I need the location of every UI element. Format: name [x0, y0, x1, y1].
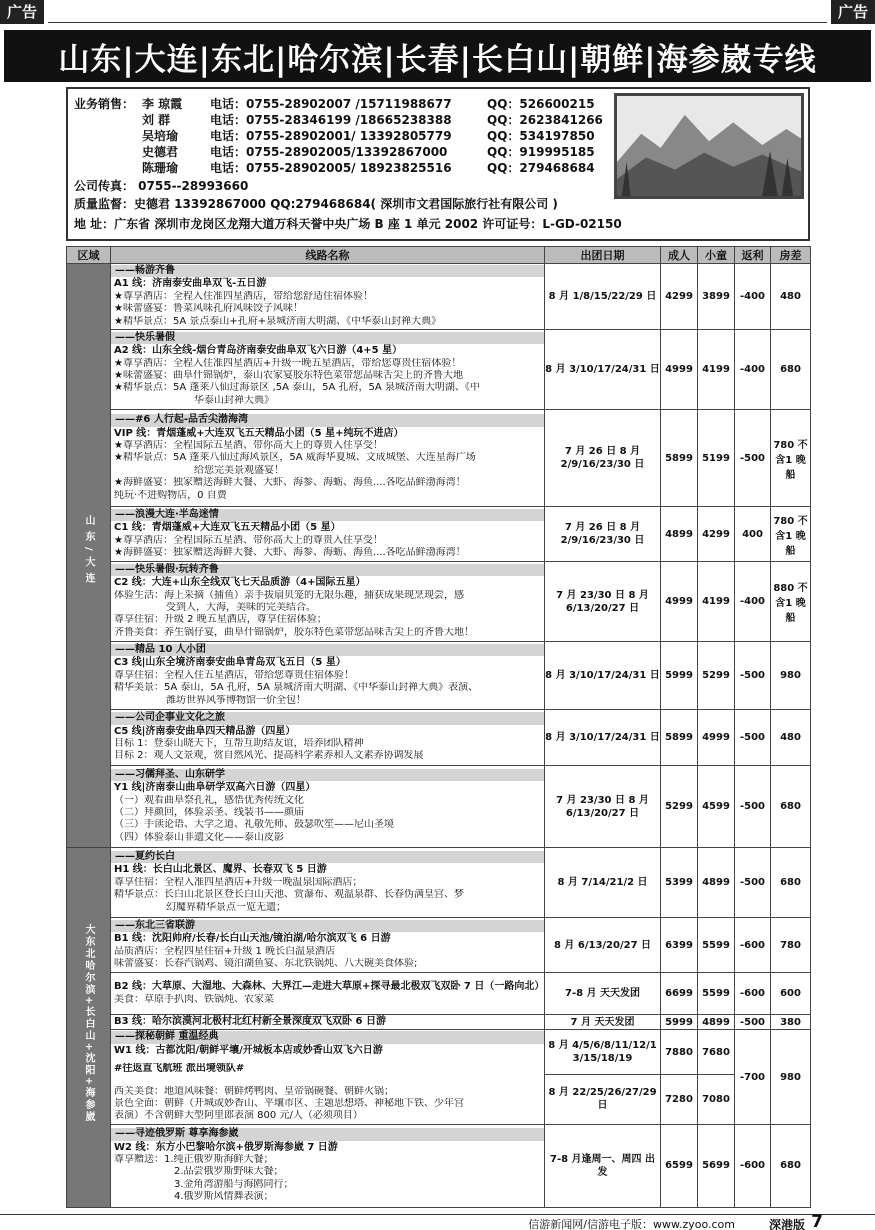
child-price: 4899	[698, 848, 735, 918]
child-price: 5599	[698, 973, 735, 1015]
col-header-rebate: 返利	[735, 247, 771, 264]
page-number: 7	[811, 1212, 823, 1230]
route-detail: 齐鲁美食：养生锅仔宴，曲阜什锦锅炉，胶东特色菜带您品味舌尖上的齐鲁大地！	[114, 626, 474, 638]
route-detail: ★海鲜盛宴：独家赠送海鲜大餐、大虾、海参、海蛎、海鱼....各吃品鲜渤海湾！	[114, 477, 466, 489]
top-divider	[48, 22, 827, 23]
footer-source: 信游新闻网/信游电子版：www.zyoo.com	[528, 1218, 735, 1230]
sales-phone: 电话：0755-28346199 /18665238388	[210, 113, 452, 127]
route-title: W1 线：古都沈阳/朝鲜平壤/开城板本店或妙香山双飞六日游	[114, 1044, 383, 1056]
adult-price: 4299	[661, 264, 698, 330]
route-detail: 华泰山封禅大典》	[194, 394, 274, 406]
route-detail: ★精华景点：5A 蓬莱八仙过海景区 ,5A 泰山，5A 孔府，5A 泉城济南大明湖、《中	[114, 382, 480, 394]
adult-price: 4899	[661, 507, 698, 562]
route-title: A2 线：山东全线-烟台青岛济南泰安曲阜双飞六日游（4+5 星）	[114, 345, 403, 357]
route-banner	[4, 30, 871, 82]
route-detail: 潍坊世界风筝博物馆一价全包！	[166, 694, 306, 706]
col-header-route: 线路名称	[111, 247, 545, 264]
table-row	[67, 410, 811, 507]
rebate: -400	[735, 330, 771, 410]
sales-name: 吴培瑜	[142, 129, 179, 143]
route-subtitle: ——习儒拜圣、山东研学	[111, 769, 544, 781]
route-detail: 美食：草原手扒肉、铁锅炖、农家菜	[114, 993, 274, 1005]
table-row	[67, 330, 811, 410]
route-note: #往返直飞航班 派出境领队#	[114, 1063, 245, 1075]
col-header-child: 小童	[698, 247, 735, 264]
route-subtitle: ——畅游齐鲁	[111, 265, 544, 277]
adult-price: 7880	[661, 1030, 698, 1074]
sales-name: 李 琼霞	[142, 97, 183, 111]
child-price: 4199	[698, 562, 735, 642]
departure-date: 8 月 7/14/21/2 日	[545, 848, 661, 918]
rebate: -500	[735, 710, 771, 766]
route-detail: ★尊享酒店：全程入住准四星酒店+升级一晚五星酒店，带给您尊贵住宿体验！	[114, 357, 462, 369]
company-fax: 公司传真： 0755--28993660	[74, 179, 249, 193]
route-detail: 尊享赠送：1.纯正俄罗斯海鲜大餐；	[114, 1153, 274, 1165]
route-title: B2 线：大草原、大湿地、大森林、大界江—走进大草原+探寻最北极双飞双卧 7 日（一路向北）	[114, 981, 544, 993]
departure-date: 8 月 3/10/17/24/31 日	[545, 710, 661, 766]
route-title: C1 线：青烟蓬威+大连双飞五天精品小团（5 星）	[114, 522, 341, 534]
route-detail: ★海鲜盛宴：独家赠送海鲜大餐、大虾、海参、海蛎、海鱼....各吃品鲜渤海湾！	[114, 546, 466, 558]
departure-date: 8 月 22/25/26/27/29 日	[545, 1074, 661, 1124]
company-address: 地 址：广东省 深圳市龙岗区龙翔大道万科天誉中央广场 B 座 1 单元 2002 许可证号：L-GD-02150	[74, 217, 622, 231]
departure-date: 7-8 月逢周一、周四 出发	[545, 1124, 661, 1207]
route-detail: ★精华景点：5A 景点泰山+孔府+泉城济南大明湖、《中华泰山封禅大典》	[114, 315, 442, 327]
table-row	[67, 710, 811, 766]
route-detail: ★味蕾盛宴：曲阜什锦锅炉，泰山农家宴胶东特色菜带您品味舌尖上的齐鲁大地	[114, 370, 463, 382]
table-row	[67, 264, 811, 330]
departure-date: 7 月 23/30 日 8 月 6/13/20/27 日	[545, 766, 661, 848]
adult-price: 5899	[661, 410, 698, 507]
mountain-landscape-image	[614, 93, 804, 199]
route-detail: 4.俄罗斯风情舞表演；	[174, 1191, 274, 1203]
room-surcharge: 480	[771, 710, 811, 766]
sales-name: 刘 群	[142, 113, 171, 127]
room-surcharge: 880 不含1 晚船	[771, 562, 811, 642]
child-price: 4599	[698, 766, 735, 848]
adult-price: 7280	[661, 1074, 698, 1124]
route-title: VIP 线：青烟蓬威+大连双飞五天精品小团（5 星+纯玩不进店）	[114, 427, 404, 439]
route-title: C3 线|山东全境济南泰安曲阜青岛双飞五日（5 星）	[114, 657, 346, 669]
route-detail: ★尊享酒店：全程国际五星酒、带你高大上的尊贵入住享受！	[114, 534, 383, 546]
route-detail: 尊享住宿：全程入住五星酒店，带给您尊贵住宿体验！	[114, 669, 354, 681]
adult-price: 5999	[661, 642, 698, 710]
route-subtitle: ——公司企事业文化之旅	[111, 712, 544, 724]
sales-qq: QQ：526600215	[487, 97, 595, 111]
route-title: C5 线|济南泰安曲阜四天精品游（四星）	[114, 725, 296, 737]
table-row	[67, 507, 811, 562]
route-subtitle: ——精品 10 人小团	[111, 644, 544, 656]
departure-date: 7 月 天天发团	[545, 1015, 661, 1030]
departure-date: 8 月 3/10/17/24/31 日	[545, 642, 661, 710]
room-surcharge: 780	[771, 918, 811, 973]
departure-date: 7 月 23/30 日 8 月 6/13/20/27 日	[545, 562, 661, 642]
route-detail: 精华景点：长白山北景区登长白山天池、赏瀑布、观温泉群、长春伪满皇宫、梦	[114, 889, 464, 901]
rebate: -700	[735, 1030, 771, 1124]
adult-price: 6699	[661, 973, 698, 1015]
adult-price: 5999	[661, 1015, 698, 1030]
departure-date: 8 月 3/10/17/24/31 日	[545, 330, 661, 410]
rebate: -600	[735, 1124, 771, 1207]
region-shandong-dalian: 山东/大连	[67, 264, 111, 848]
child-price: 4299	[698, 507, 735, 562]
room-surcharge: 480	[771, 264, 811, 330]
route-table	[66, 246, 811, 1208]
route-subtitle: ——探秘朝鲜 重温经典	[111, 1031, 544, 1043]
route-title: C2 线：大连+山东全线双飞七天品质游（4+国际五星）	[114, 577, 366, 589]
contact-box	[66, 87, 810, 241]
route-detail: （四）体验泰山非遗文化——泰山皮影	[114, 831, 284, 843]
child-price: 4999	[698, 710, 735, 766]
adult-price: 6399	[661, 918, 698, 973]
route-detail: 精华美景：5A 泰山，5A 孔府，5A 泉城济南大明湖、《中华泰山封禅大典》表演、	[114, 682, 479, 694]
sales-qq: QQ：279468684	[487, 161, 595, 175]
table-header-row	[67, 247, 811, 264]
route-title: W2 线：东方小巴黎哈尔滨+俄罗斯海参崴 7 日游	[114, 1141, 338, 1153]
departure-date: 8 月 4/5/6/8/11/12/1 3/15/18/19	[545, 1030, 661, 1074]
route-detail: 尊享住宿：升级 2 晚五星酒店，尊享住宿体验；	[114, 614, 327, 626]
child-price: 5299	[698, 642, 735, 710]
rebate: -600	[735, 918, 771, 973]
col-header-date: 出团日期	[545, 247, 661, 264]
route-detail: 纯玩·不进购物店，0 自费	[114, 489, 227, 501]
sales-phone: 电话：0755-28902001/ 13392805779	[210, 129, 452, 143]
room-surcharge: 380	[771, 1015, 811, 1030]
route-title: H1 线：长白山北景区、魔界、长春双飞 5 日游	[114, 864, 327, 876]
adult-price: 5399	[661, 848, 698, 918]
route-detail: 体验生活：海上采摘（捕鱼）亲手拔扇贝笼的无限乐趣，捕获成果现烹现尝，感	[114, 589, 464, 601]
region-northeast: 大东北哈尔滨+长白山+沈阳+海参崴	[67, 848, 111, 1208]
table-row	[67, 562, 811, 642]
adult-price: 6599	[661, 1124, 698, 1207]
route-detail: 3.金角湾游船与海鸥同行；	[174, 1178, 294, 1190]
table-row	[67, 642, 811, 710]
room-surcharge: 980	[771, 1030, 811, 1124]
route-subtitle: ——东北三省联游	[111, 920, 544, 932]
sales-qq: QQ：534197850	[487, 129, 595, 143]
route-title: A1 线：济南泰安曲阜双飞-五日游	[114, 278, 267, 290]
col-header-room: 房差	[771, 247, 811, 264]
departure-date: 8 月 6/13/20/27 日	[545, 918, 661, 973]
table-row	[67, 1015, 811, 1030]
departure-date: 7-8 月 天天发团	[545, 973, 661, 1015]
child-price: 3899	[698, 264, 735, 330]
banner-title: 山东|大连|东北|哈尔滨|长春|长白山|朝鲜|海参崴专线	[58, 41, 817, 78]
route-subtitle: ——夏约长白	[111, 851, 544, 863]
room-surcharge: 780 不含1 晚船	[771, 410, 811, 507]
route-detail: 幻魔界精华景点一览无遗；	[166, 901, 286, 913]
departure-date: 7 月 26 日 8 月 2/9/16/23/30 日	[545, 507, 661, 562]
table-row	[67, 1124, 811, 1207]
room-surcharge: 780 不含1 晚船	[771, 507, 811, 562]
ad-label-left: 广告	[0, 0, 44, 24]
route-detail: 2.品尝俄罗斯野味大餐；	[174, 1166, 284, 1178]
child-price: 5599	[698, 918, 735, 973]
table-row	[67, 918, 811, 973]
child-price: 4199	[698, 330, 735, 410]
sales-phone: 电话：0755-28902005/ 18923825516	[210, 161, 452, 175]
route-detail: 受到人，大海，美味的完美结合。	[166, 602, 316, 614]
table-row	[67, 848, 811, 918]
sales-name: 陈珊瑜	[142, 161, 179, 175]
sales-qq: QQ：2623841266	[487, 113, 603, 127]
rebate: -400	[735, 562, 771, 642]
child-price: 5699	[698, 1124, 735, 1207]
route-subtitle: ——#6 人行起-品舌尖渤海湾	[111, 414, 544, 426]
page-footer	[0, 1214, 875, 1230]
footer-edition: 深港版	[768, 1218, 805, 1230]
rebate: -500	[735, 766, 771, 848]
route-detail: 尊享住宿：全程入准四星酒店+升级一晚温泉国际酒店；	[114, 876, 363, 888]
rebate: -400	[735, 264, 771, 330]
route-detail: 给您完美景观盛宴！	[194, 464, 284, 476]
route-detail: 景色全面：朝鲜（开城或妙香山、平壤市区、主题思想塔、神秘地下铁、少年宫	[114, 1098, 464, 1110]
room-surcharge: 680	[771, 848, 811, 918]
route-detail: 味蕾盛宴：长春汽锅鸡、镜泊湖鱼宴、东北铁锅炖、八大碗美食体验;	[114, 957, 418, 969]
route-detail: （三）手读论语、大学之道、礼敬先师、鼓瑟吹笙——尼山圣境	[114, 819, 394, 831]
route-detail: 品质酒店：全程四星住宿+升级 1 晚长白温泉酒店	[114, 945, 336, 957]
child-price: 7080	[698, 1074, 735, 1124]
departure-date: 7 月 26 日 8 月 2/9/16/23/30 日	[545, 410, 661, 507]
rebate: -500	[735, 848, 771, 918]
col-header-region: 区域	[67, 247, 111, 264]
route-detail: ★味蕾盛宴：鲁菜风味孔府风味饺子风味！	[114, 303, 303, 315]
route-detail: （一）观看曲阜祭孔礼，感悟优秀传统文化	[114, 794, 304, 806]
quality-supervisor: 质量监督：史德君 13392867000 QQ:279468684( 深圳市文君国际旅行社有限公司 )	[74, 197, 558, 211]
adult-price: 4999	[661, 562, 698, 642]
sales-name: 史德君	[142, 145, 179, 159]
route-detail: 西关美食：地道风味餐：朝鲜烤鸭肉、皇帝锅碗餐、朝鲜火锅；	[114, 1085, 394, 1097]
child-price: 4899	[698, 1015, 735, 1030]
room-surcharge: 680	[771, 766, 811, 848]
route-detail: ★尊享酒店：全程入住准四星酒店，带给您舒适住宿体验！	[114, 290, 373, 302]
route-detail: 表演）不含朝鲜大型阿里郎表演 800 元/人（必须项目）	[114, 1110, 363, 1122]
route-title: B3 线：哈尔滨漠河北极村北红村新全景深度双飞双卧 6 日游	[114, 1016, 386, 1028]
rebate: -500	[735, 642, 771, 710]
adult-price: 5299	[661, 766, 698, 848]
rebate: -600	[735, 973, 771, 1015]
adult-price: 5899	[661, 710, 698, 766]
route-subtitle: ——浪漫大连·半岛迷情	[111, 509, 544, 521]
table-row	[67, 973, 811, 1015]
col-header-adult: 成人	[661, 247, 698, 264]
room-surcharge: 600	[771, 973, 811, 1015]
route-detail: 目标 1：登泰山晓天下，互帮互助结友谊，培养团队精神	[114, 738, 364, 750]
sales-qq: QQ：919995185	[487, 145, 595, 159]
departure-date: 8 月 1/8/15/22/29 日	[545, 264, 661, 330]
route-detail: （二）拜颜回，体验亲圣、线装书——颜庙	[114, 807, 304, 819]
route-detail: ★尊享酒店：全程国际五星酒、带你高大上的尊贵入住享受！	[114, 439, 383, 451]
sales-label: 业务销售：	[74, 97, 135, 111]
ad-label-right: 广告	[831, 0, 875, 24]
route-title: B1 线：沈阳帅府/长春/长白山天池/镜泊湖/哈尔滨双飞 6 日游	[114, 933, 391, 945]
rebate: -500	[735, 410, 771, 507]
rebate: -500	[735, 1015, 771, 1030]
table-row	[67, 766, 811, 848]
room-surcharge: 680	[771, 1124, 811, 1207]
child-price: 7680	[698, 1030, 735, 1074]
sales-phone: 电话：0755-28902007 /15711988677	[210, 97, 452, 111]
route-title: Y1 线|济南泰山曲阜研学双高六日游（四星）	[114, 782, 316, 794]
adult-price: 4999	[661, 330, 698, 410]
route-detail: ★精华景点：5A 蓬莱八仙过海风景区，5A 威海华夏城、文成城堡、大连星海广场	[114, 452, 476, 464]
child-price: 5199	[698, 410, 735, 507]
route-subtitle: ——快乐暑假	[111, 332, 544, 344]
table-row	[67, 1030, 811, 1074]
route-subtitle: ——寻迹俄罗斯 尊享海参崴	[111, 1128, 544, 1140]
room-surcharge: 980	[771, 642, 811, 710]
room-surcharge: 680	[771, 330, 811, 410]
route-subtitle: ——快乐暑假·玩转齐鲁	[111, 564, 544, 576]
sales-phone: 电话：0755-28902005/13392867000	[210, 145, 448, 159]
route-detail: 目标 2：观人文景观，赏自然风光、提高科学素养和人文素养协调发展	[114, 750, 424, 762]
footer-divider	[0, 1214, 875, 1215]
rebate: 400	[735, 507, 771, 562]
